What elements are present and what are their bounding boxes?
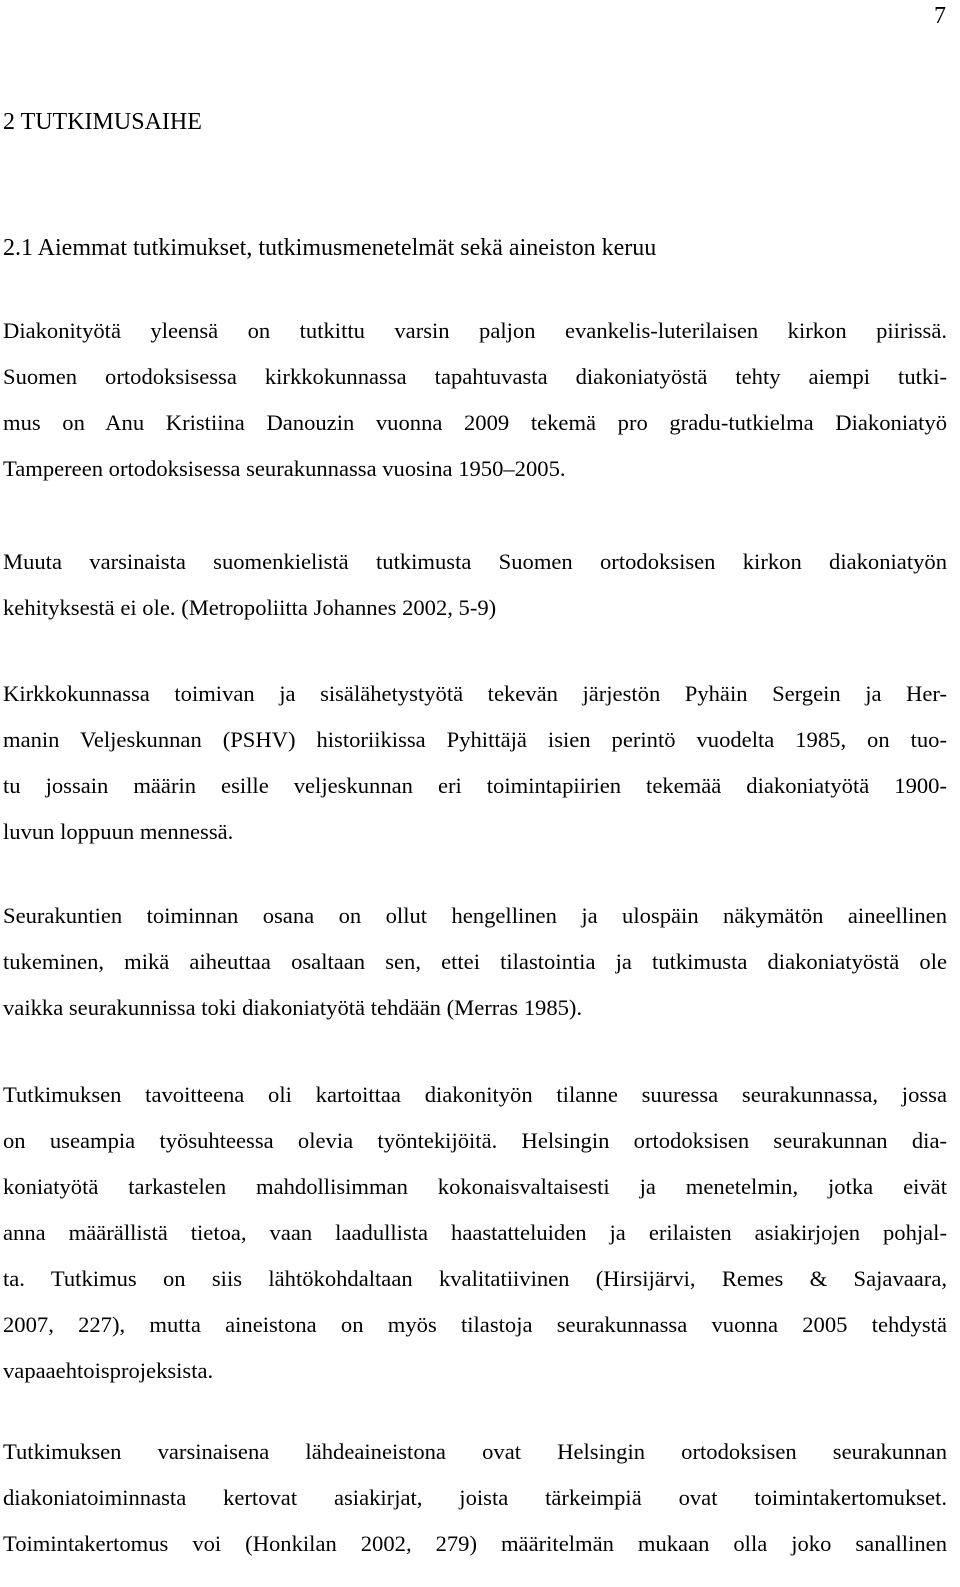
paragraph-3 — [3, 671, 947, 855]
text-line: Seurakuntien toiminnan osana on ollut hengellinen ja ulospäin näkymätön aineellinen — [3, 903, 947, 928]
text-line: Kirkkokunnassa toimivan ja sisälähetystyötä tekevän järjestön Pyhäin Sergein ja Her- — [3, 681, 947, 706]
text-line: ta. Tutkimus on siis lähtökohdaltaan kvalitatiivinen (Hirsijärvi, Remes & Sajavaara, — [3, 1266, 947, 1291]
text-line: diakoniatoiminnasta kertovat asiakirjat, joista tärkeimpiä ovat toimintakertomukset. — [3, 1485, 947, 1510]
text-line: Tampereen ortodoksisessa seurakunnassa vuosina 1950–2005. — [3, 456, 566, 481]
text-line: 2007, 227), mutta aineistona on myös tilastoja seurakunnassa vuonna 2005 tehdystä — [3, 1312, 947, 1337]
paragraph-4 — [3, 893, 947, 1031]
paragraph-6 — [3, 1429, 947, 1567]
page-number: 7 — [934, 3, 946, 29]
text-line: manin Veljeskunnan (PSHV) historiikissa Pyhittäjä isien perintö vuodelta 1985, on tuo- — [3, 727, 947, 752]
paragraph-5 — [3, 1072, 947, 1394]
text-line: Muuta varsinaista suomenkielistä tutkimusta Suomen ortodoksisen kirkon diakoniatyön — [3, 549, 947, 574]
text-line: mus on Anu Kristiina Danouzin vuonna 2009 tekemä pro gradu-tutkielma Diakoniatyö — [3, 410, 947, 435]
text-line: Toimintakertomus voi (Honkilan 2002, 279) määritelmän mukaan olla joko sanallinen — [3, 1531, 947, 1556]
text-line: Tutkimuksen tavoitteena oli kartoittaa diakonityön tilanne suuressa seurakunnassa, jossa — [3, 1082, 947, 1107]
text-line: vapaaehtoisprojeksista. — [3, 1358, 214, 1383]
text-line: Diakonityötä yleensä on tutkittu varsin paljon evankelis-luterilaisen kirkon piirissä. — [3, 318, 947, 343]
text-line: Suomen ortodoksisessa kirkkokunnassa tapahtuvasta diakoniatyöstä tehty aiempi tutki- — [3, 364, 947, 389]
paragraph-2 — [3, 539, 947, 631]
section-heading: 2.1 Aiemmat tutkimukset, tutkimusmenetelmät sekä aineiston keruu — [3, 235, 657, 261]
text-line: Tutkimuksen varsinaisena lähdeaineistona ovat Helsingin ortodoksisen seurakunnan — [3, 1439, 947, 1464]
chapter-heading: 2 TUTKIMUSAIHE — [3, 109, 202, 135]
text-line: koniatyötä tarkastelen mahdollisimman kokonaisvaltaisesti ja menetelmin, jotka eivät — [3, 1174, 947, 1199]
text-line: vaikka seurakunnissa toki diakoniatyötä tehdään (Merras 1985). — [3, 995, 583, 1020]
text-line: tu jossain määrin esille veljeskunnan eri toimintapiirien tekemää diakoniatyötä 1900- — [3, 773, 947, 798]
text-line: tukeminen, mikä aiheuttaa osaltaan sen, ettei tilastointia ja tutkimusta diakoniatyöstä ole — [3, 949, 947, 974]
text-line: luvun loppuun mennessä. — [3, 819, 234, 844]
text-line: anna määrällistä tietoa, vaan laadullista haastatteluiden ja erilaisten asiakirjojen pohjal- — [3, 1220, 947, 1245]
text-line: on useampia työsuhteessa olevia työntekijöitä. Helsingin ortodoksisen seurakunnan dia- — [3, 1128, 947, 1153]
text-line: kehityksestä ei ole. (Metropoliitta Johannes 2002, 5-9) — [3, 595, 497, 620]
paragraph-1 — [3, 308, 947, 492]
